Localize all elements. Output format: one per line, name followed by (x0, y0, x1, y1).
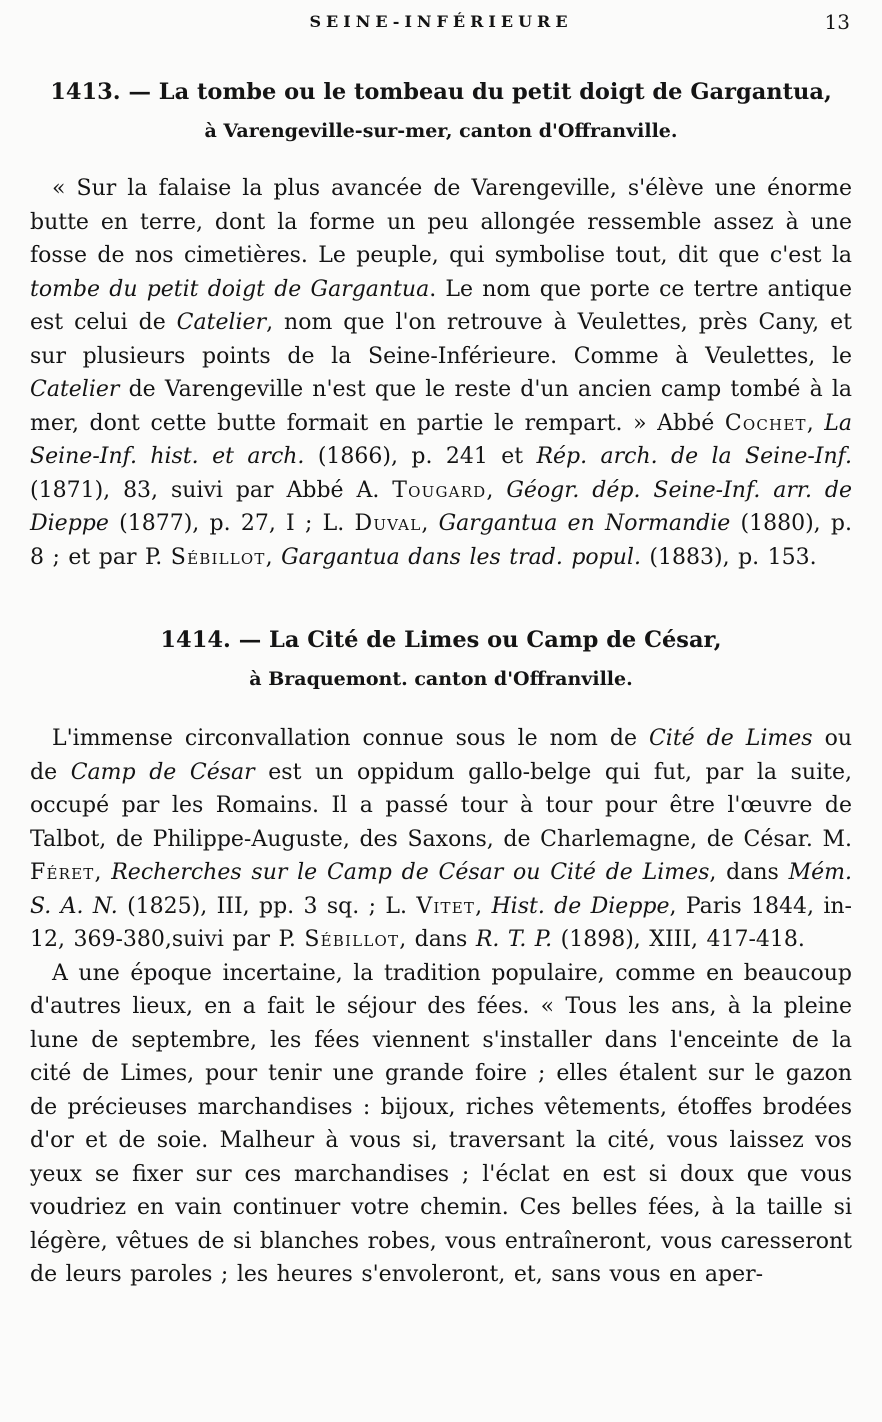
text-segment: , dans (399, 927, 476, 953)
text-segment: (1880), p. 8 ; et par P. (30, 511, 852, 570)
text-segment: Duval (354, 511, 422, 537)
text-segment: Tougard (392, 477, 487, 503)
text-segment: Gargantua dans les trad. popul. (281, 544, 641, 570)
text-segment: (1883), p. 153. (640, 544, 817, 570)
text-segment: , (265, 544, 282, 570)
text-segment: « Sur la falaise la plus avancée de Varengeville, s'élève une énorme butte en terre, dont la forme un peu allongée ressemble assez à une fosse de nos cimetières. Le peuple, qui symbolise tout, dit que c'est la (30, 176, 852, 269)
text-segment: (1898), XIII, 417-418. (552, 927, 805, 953)
text-segment: A une époque incertaine, la tradition populaire, comme en beaucoup d'autres lieux, en a fait le séjour des fées. « Tous les ans, à la pleine lune de septembre, les fées viennent s'installer dans l'enceinte de la cité de Limes, pour tenir une grande foire ; elles étalent sur le gazon de précieuses marchandises : bijoux, riches vêtements, étoffes brodées d'or et de soie. Malheur à vous si, traversant la cité, vous laissez vos yeux se fixer sur ces marchandises ; l'éclat en est si doux que vous voudriez en vain continuer votre chemin. Ces belles fées, à la taille si légère, vêtues de si blanches robes, vous entraîneront, vous caresseront de leurs paroles ; les heures s'envoleront, et, sans vous en aper- (30, 960, 852, 1288)
text-segment: Gargantua en Normandie (438, 511, 731, 537)
entry-1413 (30, 78, 852, 574)
text-segment: tombe du petit doigt de Gargantua (30, 276, 430, 302)
text-segment: Féret (30, 860, 95, 886)
text-segment: , (475, 893, 492, 919)
text-segment: Camp de César (70, 759, 255, 785)
text-segment: Catelier (30, 377, 120, 403)
text-segment: , (486, 477, 507, 503)
entry-1414-location: à Braquemont. canton d'Offranville. (249, 668, 633, 691)
text-segment: ou de (30, 726, 852, 785)
text-segment: Cité de Limes (648, 726, 813, 752)
entry-1414-title: 1414. — La Cité de Limes ou Camp de César, (160, 627, 722, 654)
text-segment: (1825), III, pp. 3 sq. ; L. (117, 893, 417, 919)
text-segment: L'immense circonvallation connue sous le nom de (52, 726, 649, 752)
text-segment: Sébillot (304, 927, 400, 953)
text-segment: est un oppidum gallo-belge qui fut, par la suite, occupé par les Romains. Il a passé tour à tour pour être l'œuvre de Talbot, de Philippe-Auguste, des Saxons, de Charlemagne, de César. M. (30, 759, 852, 852)
text-segment: Rép. arch. de la Seine-Inf. (536, 444, 852, 470)
text-segment: Catelier (176, 310, 267, 336)
text-segment: de Varengeville n'est que le reste d'un ancien camp tombé à la mer, dont cette butte formait en partie le rempart. » Abbé (30, 377, 852, 436)
text-segment: Mém. S. A. N. (30, 860, 852, 919)
text-segment: Sébillot (170, 544, 266, 570)
entry-1414 (30, 626, 852, 1292)
text-segment: , (421, 511, 439, 537)
running-header (30, 12, 852, 42)
text-segment: , (94, 860, 112, 886)
text-segment: , (806, 410, 825, 436)
text-segment: R. T. P. (475, 927, 553, 953)
running-title: SEINE-INFÉRIEURE (309, 12, 573, 31)
text-segment: (1877), p. 27, I ; L. (108, 511, 355, 537)
page-number: 13 (824, 10, 850, 34)
text-segment: Hist. de Dieppe (491, 893, 670, 919)
entry-1413-location: à Varengeville-sur-mer, canton d'Offranville. (204, 120, 678, 143)
text-segment: (1871), 83, suivi par Abbé A. (30, 477, 393, 503)
entry-1413-paragraph-1 (30, 172, 852, 574)
text-segment: , nom que l'on retrouve à Veulettes, près Cany, et sur plusieurs points de la Seine-Inférieure. Comme à Veulettes, le (30, 310, 852, 369)
text-segment: Géogr. dép. Seine-Inf. arr. de Dieppe (30, 477, 852, 537)
text-segment: (1866), p. 241 et (304, 444, 537, 470)
entry-1414-paragraph-1 (30, 722, 852, 957)
text-segment: Recherches sur le Camp de César ou Cité de Limes (111, 860, 710, 886)
text-segment: . Le nom que porte ce tertre antique est celui de (30, 276, 852, 336)
text-segment: La Seine-Inf. hist. et arch. (30, 410, 852, 470)
text-segment: , dans (709, 860, 789, 886)
text-segment: , Paris 1844, in-12, 369-380,suivi par P. (30, 893, 852, 953)
text-segment: Cochet (724, 410, 807, 436)
text-segment: Vitet (416, 893, 476, 919)
entry-1413-title: 1413. — La tombe ou le tombeau du petit doigt de Gargantua, (50, 79, 832, 105)
entry-1414-paragraph-2 (30, 957, 852, 1292)
